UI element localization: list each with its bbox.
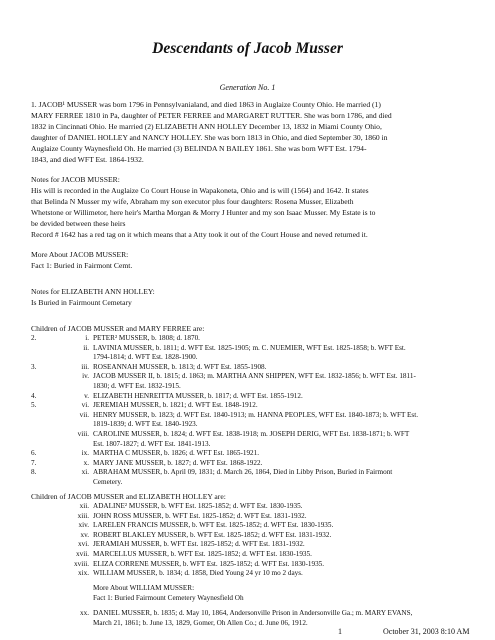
child-row	[31, 440, 471, 450]
child-row	[31, 334, 471, 344]
child-row	[31, 478, 471, 488]
child-roman: xiv.	[78, 521, 89, 530]
main-entry-line: 1843, and died WFT Est. 1864-1932.	[31, 155, 144, 165]
notes-heading: Notes for ELIZABETH ANN HOLLEY:	[31, 287, 155, 296]
child-row	[31, 540, 471, 550]
child-text: ABRAHAM MUSSER, b. April 09, 1831; d. March 26, 1864, Died in Libby Prison, Buried in Fairmont	[93, 468, 393, 477]
child-row	[31, 401, 471, 411]
child-roman: xix.	[78, 569, 89, 578]
child-text: JEREMIAH MUSSER, b. 1821; d. WFT Est. 1848-1912.	[93, 401, 258, 410]
notes-line: Is Buried in Fairmount Cemetary	[31, 298, 132, 308]
child-row	[31, 430, 471, 440]
footer-date: October 31, 2003 8:10 AM	[383, 627, 470, 636]
child-text: JACOB MUSSER II, b. 1815; d. 1863; m. MARTHA ANN SHIPPEN, WFT Est. 1832-1856; b. WFT Est. 1811-	[93, 372, 416, 381]
child-row	[31, 609, 471, 619]
child-text: ELIZABETH HENREITTA MUSSER, b. 1817; d. WFT Est. 1855-1912.	[93, 391, 303, 400]
child-roman: v.	[84, 391, 89, 400]
children-heading: Children of JACOB MUSSER and ELIZABETH HOLLEY are:	[31, 492, 226, 501]
child-row	[31, 521, 471, 531]
child-text: HENRY MUSSER, b. 1823; d. WFT Est. 1840-1913; m. HANNA PEOPLES, WFT Est. 1840-1873; b. WFT Est.	[93, 410, 418, 419]
child-text: 1819-1839; d. WFT Est. 1840-1923.	[93, 420, 198, 429]
child-number: 2.	[31, 334, 37, 342]
notes-heading: Notes for JACOB MUSSER:	[31, 175, 120, 184]
notes-line: Record # 1642 has a red tag on it which means that a Atty took it out of the Court House and neved returned it.	[31, 230, 368, 240]
child-roman: vi.	[81, 401, 89, 410]
child-roman: xx.	[80, 609, 89, 617]
child-number: 3.	[31, 362, 37, 371]
notes-line: be devided between these heirs	[31, 219, 126, 229]
children-elizabeth-heading-block	[31, 491, 465, 502]
child-text: ADALINE² MUSSER, b. WFT Est. 1825-1852; d. WFT Est. 1830-1935.	[93, 502, 303, 510]
child-row	[31, 411, 471, 421]
child-roman: xii.	[79, 502, 89, 510]
child-text: ELIZA CORRENE MUSSER, b. WFT Est. 1825-1852; d. WFT Est. 1830-1935.	[93, 559, 325, 568]
more-about-fact: Fact 1: Buried in Fairmont Cemt.	[31, 261, 133, 271]
child-text: Est. 1807-1827; d. WFT Est. 1841-1913.	[93, 439, 211, 448]
child-number: 7.	[31, 458, 37, 467]
child-roman: xvii.	[76, 549, 89, 558]
child-row	[31, 372, 471, 382]
child-roman: x.	[83, 458, 89, 467]
child-roman: iv.	[82, 372, 89, 381]
main-entry-line: Auglaize County Waynesfield Oh. He married (3) BELINDA N BAILEY 1861. She was born WFT Est. 1794-	[31, 144, 367, 154]
notes-line: Whetstone or Willimetor, here heir's Martha Morgan & Morry J Hunter and my son Isaac Musser. My Estate is to	[31, 208, 376, 218]
child-text: PETER² MUSSER, b. 1808; d. 1870.	[93, 334, 200, 342]
notes-elizabeth	[31, 286, 465, 308]
child-row	[31, 550, 471, 560]
notes-line: His will is recorded in the Auglaize Co Court House in Wapakoneta, Ohio and is will (1564) and 1642. It states	[31, 186, 369, 196]
child-text: JERAMIAH MUSSER, b. WFT Est. 1825-1852; d. WFT Est. 1831-1932.	[93, 540, 305, 549]
child-number: 8.	[31, 468, 37, 477]
child-roman: ii.	[83, 343, 89, 352]
child-text: 1830; d. WFT Est. 1832-1915.	[93, 381, 181, 390]
child-roman: xvi.	[78, 540, 89, 549]
children-mary-list	[31, 334, 471, 488]
child-xx-list	[31, 609, 471, 628]
child-text: MARCELLUS MUSSER, b. WFT Est. 1825-1852; d. WFT Est. 1830-1935.	[93, 549, 312, 558]
child-text: JOHN ROSS MUSSER, b. WFT Est. 1825-1852; d. WFT Est. 1831-1932.	[93, 511, 307, 520]
child-row	[31, 531, 471, 541]
children-heading: Children of JACOB MUSSER and MARY FERREE are:	[31, 324, 205, 333]
more-about-william	[31, 584, 471, 603]
page-number: 1	[338, 627, 342, 636]
child-row	[31, 363, 471, 373]
more-about-heading: More About JACOB MUSSER:	[31, 250, 129, 259]
children-mary-heading-block	[31, 323, 465, 334]
children-elizabeth-list	[31, 502, 471, 579]
child-row	[31, 382, 471, 392]
child-row	[31, 569, 471, 579]
child-row	[31, 420, 471, 430]
child-row	[31, 502, 471, 512]
child-text: LARELEN FRANCIS MUSSER, b. WFT Est. 1825-1852; d. WFT Est. 1830-1935.	[93, 521, 334, 530]
child-text: March 21, 1861; b. June 13, 1829, Gomer, Oh Allen Co.; d. June 06, 1912.	[93, 618, 308, 627]
more-about-jacob	[31, 249, 465, 271]
child-text: Cemetery.	[93, 477, 123, 486]
child-roman: xviii.	[74, 559, 89, 568]
child-row	[31, 468, 471, 478]
child-number: 6.	[31, 449, 37, 458]
more-about-heading: More About WILLIAM MUSSER:	[93, 584, 195, 592]
child-roman: ix.	[81, 449, 89, 458]
child-roman: viii.	[77, 429, 89, 438]
generation-heading: Generation No. 1	[219, 83, 276, 92]
child-row	[31, 392, 471, 402]
more-about-fact: Fact 1: Buried Fairmount Cemetery Waynesfield Oh	[93, 593, 244, 602]
child-text: MARTHA C MUSSER, b. 1826; d. WFT Est. 1865-1921.	[93, 449, 260, 458]
notes-jacob	[31, 174, 465, 241]
main-entry	[31, 99, 465, 166]
main-entry-line: 1832 in Cincinnati Ohio. He married (2) ELIZABETH ANN HOLLEY December 13, 1832 in Miami County Ohio,	[31, 122, 382, 132]
child-text: 1794-1814; d. WFT Est. 1828-1900.	[93, 353, 198, 362]
child-number: 4.	[31, 391, 37, 400]
child-text: WILLIAM MUSSER, b. 1834; d. 1858, Died Young 24 yr 10 mo 2 days.	[93, 569, 303, 578]
child-roman: iii.	[81, 362, 89, 371]
document-title: Descendants of Jacob Musser	[152, 40, 343, 57]
child-row	[31, 459, 471, 469]
main-entry-line: 1. JACOB¹ MUSSER was born 1796 in Pennsylvanialand, and died 1863 in Auglaize County Ohio. He married (1)	[31, 100, 381, 109]
child-row	[31, 560, 471, 570]
child-text: DANIEL MUSSER, b. 1835; d. May 10, 1864, Andersonville Prison in Andersonville Ga.; m. MARY EVANS,	[93, 609, 413, 617]
child-roman: i.	[85, 334, 89, 342]
child-text: ROSEANNAH MUSSER, b. 1813; d. WFT Est. 1855-1908.	[93, 362, 267, 371]
child-roman: xiii.	[77, 511, 89, 520]
main-entry-line: daughter of DANIEL HOLLEY and NANCY HOLLEY. She was born 1813 in Ohio, and died September 30, 1860 in	[31, 133, 388, 143]
child-roman: vii.	[79, 410, 89, 419]
child-text: MARY JANE MUSSER, b. 1827; d. WFT Est. 1868-1922.	[93, 458, 263, 467]
child-roman: xi.	[81, 468, 89, 477]
child-text: ROBERT BLAKLEY MUSSER, b. WFT Est. 1825-1852; d. WFT Est. 1831-1932.	[93, 530, 332, 539]
main-entry-line: MARY FERREE 1810 in Pa, daughter of PETER FERREE and MARGARET RUTTER. She was born 1786, and died	[31, 111, 392, 121]
child-roman: xv.	[80, 530, 89, 539]
child-text: CAROLINE MUSSER, b. 1824; d. WFT Est. 1838-1918; m. JOSEPH DERIG, WFT Est. 1838-1871; b. WFT	[93, 429, 410, 438]
child-row	[31, 353, 471, 363]
child-number: 5.	[31, 401, 37, 410]
child-row	[31, 344, 471, 354]
child-text: LAVINIA MUSSER, b. 1811; d. WFT Est. 1825-1905; m. C. NUEMIER, WFT Est. 1825-1858; b. WFT Est.	[93, 343, 406, 352]
child-row	[31, 449, 471, 459]
notes-line: that Belinda N Musser my wife, Abraham my son executor plus four daughters: Rosena Musser, Elizabeth	[31, 197, 354, 207]
child-row	[31, 512, 471, 522]
